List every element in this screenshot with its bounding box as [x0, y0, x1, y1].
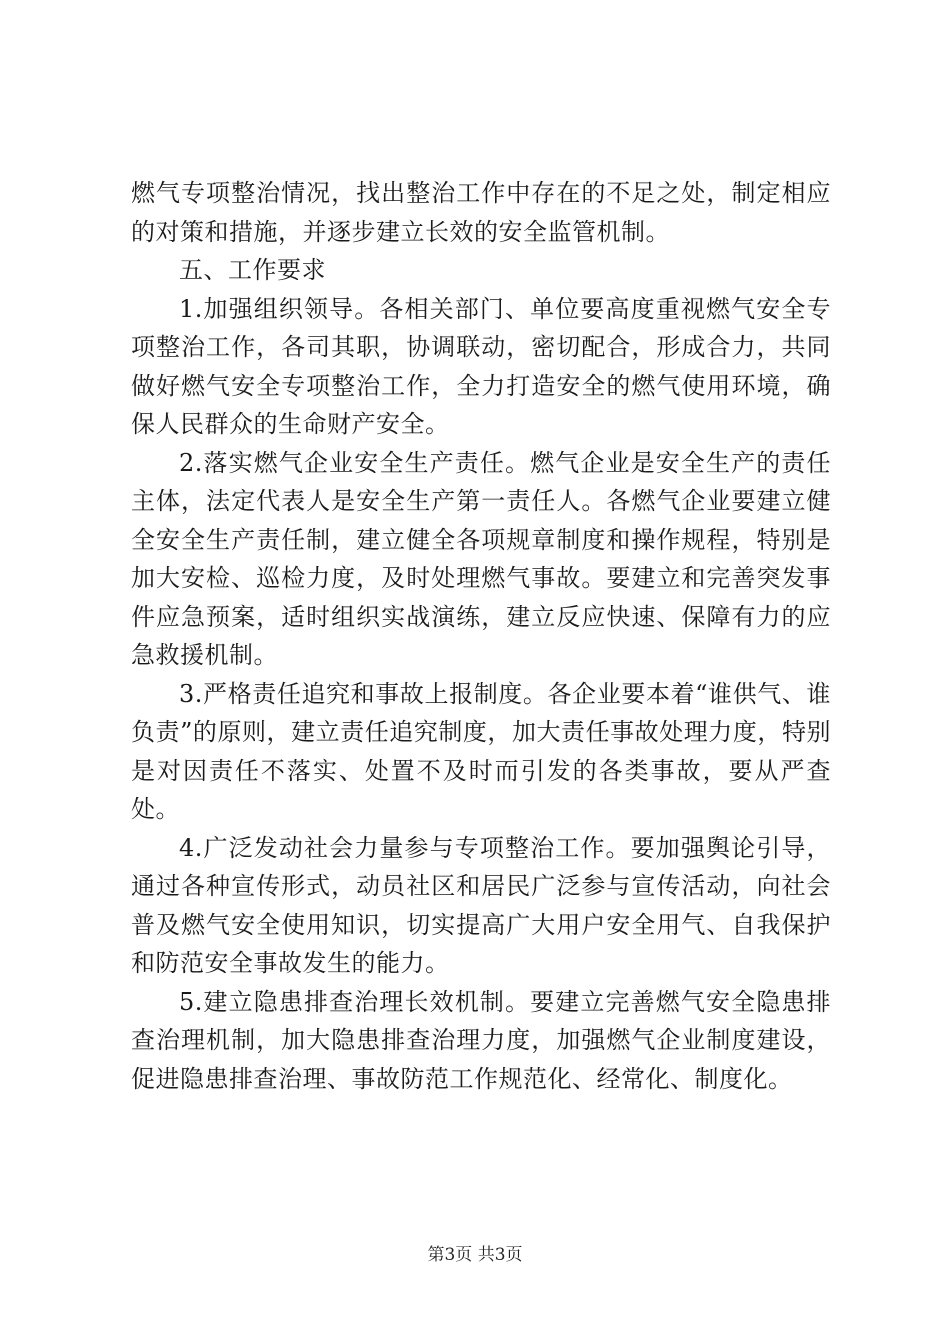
- paragraph-requirement-2: 2.落实燃气企业安全生产责任。燃气企业是安全生产的责任主体，法定代表人是安全生产第一责任人。各燃气企业要建立健全安全生产责任制，建立健全各项规章制度和操作规程，特别是加大安检、巡检力度，及时处理燃气事故。要建立和完善突发事件应急预案，适时组织实战演练，建立反应快速、保障有力的应急救援机制。: [131, 448, 831, 669]
- paragraph-continuation: 燃气专项整治情况，找出整治工作中存在的不足之处，制定相应的对策和措施，并逐步建立长效的安全监管机制。: [131, 179, 831, 246]
- paragraph-requirement-3: 3.严格责任追究和事故上报制度。各企业要本着“谁供气、谁负责”的原则，建立责任追究制度，加大责任事故处理力度，特别是对因责任不落实、处置不及时而引发的各类事故，要从严查处。: [131, 679, 831, 823]
- page-number-footer: 第3页 共3页: [427, 1245, 523, 1265]
- paragraph-requirement-1: 1.加强组织领导。各相关部门、单位要高度重视燃气安全专项整治工作，各司其职，协调联动，密切配合，形成合力，共同做好燃气安全专项整治工作，全力打造安全的燃气使用环境，确保人民群众的生命财产安全。: [131, 294, 831, 438]
- section-heading-work-requirements: 五、工作要求: [179, 256, 326, 284]
- paragraph-requirement-5: 5.建立隐患排查治理长效机制。要建立完善燃气安全隐患排查治理机制，加大隐患排查治理力度，加强燃气企业制度建设，促进隐患排查治理、事故防范工作规范化、经常化、制度化。: [131, 987, 831, 1093]
- document-body: [131, 174, 831, 1098]
- paragraph-requirement-4: 4.广泛发动社会力量参与专项整治工作。要加强舆论引导，通过各种宣传形式，动员社区和居民广泛参与宣传活动，向社会普及燃气安全使用知识，切实提高广大用户安全用气、自我保护和防范安全事故发生的能力。: [131, 833, 831, 977]
